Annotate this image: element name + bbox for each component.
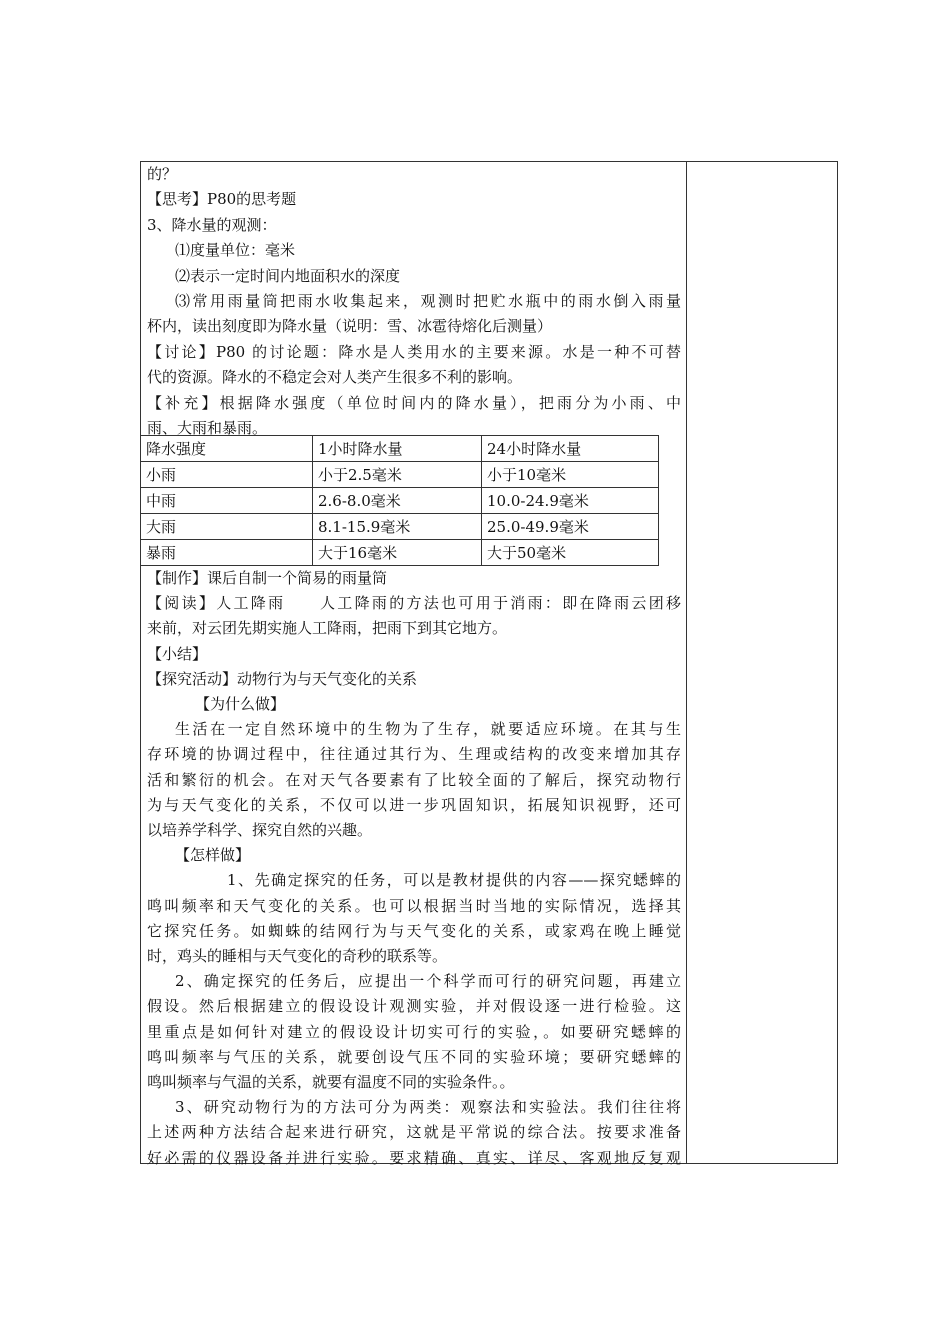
text-line: 里重点是如何针对建立的假设设计切实可行的实验，。如要研究蟋蟀的	[147, 1022, 681, 1041]
text-line: 的？	[147, 165, 178, 183]
text-line: 【讨论】P80 的讨论题：降水是人类用水的主要来源。水是一种不可替	[147, 342, 681, 361]
text-line: 上述两种方法结合起来进行研究，这就是平常说的综合法。按要求准备	[147, 1123, 681, 1142]
text-line: 雨、大雨和暴雨。	[147, 419, 268, 438]
table-row	[141, 540, 659, 566]
text-line: 假设。然后根据建立的假设设计观测实验，并对假设逐一进行检验。这	[147, 997, 681, 1016]
text-line: 【为什么做】	[195, 695, 286, 714]
text-line: 鸣叫频率与气压的关系，就要创设气压不同的实验环境；要研究蟋蟀的	[147, 1047, 681, 1066]
table-row	[141, 488, 659, 514]
table-cell: 大于16毫米	[313, 540, 482, 566]
table-header-cell: 降水强度	[141, 436, 313, 462]
text-line: ⑵表示一定时间内地面积水的深度	[175, 266, 401, 285]
table-cell: 小雨	[141, 462, 313, 488]
table-cell: 25.0-49.9毫米	[482, 514, 659, 540]
content-lower	[147, 566, 681, 1171]
text-line: 【补充】根据降水强度（单位时间内的降水量），把雨分为小雨、中	[147, 393, 681, 412]
table-cell: 中雨	[141, 488, 313, 514]
table-cell: 小于2.5毫米	[313, 462, 482, 488]
text-line: 鸣叫频率和天气变化的关系。也可以根据当时当地的实际情况，选择其	[147, 896, 681, 915]
text-line: 存环境的协调过程中，往往通过其行为、生理或结构的改变来增加其存	[147, 745, 681, 764]
text-line: 为与天气变化的关系，不仅可以进一步巩固知识，拓展知识视野，还可	[147, 795, 681, 814]
table-cell: 小于10毫米	[482, 462, 659, 488]
table-cell: 2.6-8.0毫米	[313, 488, 482, 514]
text-line: 1、先确定探究的任务，可以是教材提供的内容——探究蟋蟀的	[227, 871, 681, 890]
table-header-row	[141, 436, 659, 462]
table-row	[141, 462, 659, 488]
table-row	[141, 514, 659, 540]
text-line: 【小结】	[147, 644, 208, 663]
table-cell: 大雨	[141, 514, 313, 540]
table-cell: 8.1-15.9毫米	[313, 514, 482, 540]
text-line: 它探究任务。如蜘蛛的结网行为与天气变化的关系，或家鸡在晚上睡觉	[147, 921, 681, 940]
text-line: 【制作】课后自制一个简易的雨量筒	[147, 569, 388, 587]
text-line: 3、降水量的观测：	[147, 215, 277, 234]
text-line: 3、研究动物行为的方法可分为两类：观察法和实验法。我们往往将	[175, 1098, 681, 1117]
text-line: 以培养学科学、探究自然的兴趣。	[147, 821, 373, 840]
text-line: 【阅读】人工降雨 人工降雨的方法也可用于消雨：即在降雨云团移	[147, 594, 681, 613]
rainfall-intensity-table	[140, 435, 659, 566]
table-header-cell: 24小时降水量	[482, 436, 659, 462]
text-line: ⑶常用雨量筒把雨水收集起来，观测时把贮水瓶中的雨水倒入雨量	[175, 292, 681, 311]
text-line: 【思考】P80的思考题	[147, 190, 297, 209]
text-line: 杯内，读出刻度即为降水量（说明：雪、冰雹待熔化后测量）	[147, 317, 553, 336]
text-line: 时，鸡头的睡相与天气变化的奇秒的联系等。	[147, 947, 448, 966]
text-line: 【探究活动】动物行为与天气变化的关系	[147, 669, 418, 688]
text-line: 生活在一定自然环境中的生物为了生存，就要适应环境。在其与生	[175, 720, 681, 739]
column-divider	[686, 161, 687, 1164]
content-upper	[147, 162, 681, 441]
text-line: 来前，对云团先期实施人工降雨，把雨下到其它地方。	[147, 619, 508, 638]
text-line: 好必需的仪器设备并进行实验。要求精确、真实、详尽、客观地反复观	[147, 1148, 681, 1167]
text-line: 2、确定探究的任务后，应提出一个科学而可行的研究问题，再建立	[175, 972, 681, 991]
text-line: 【怎样做】	[175, 846, 251, 865]
text-line: 鸣叫频率与气温的关系，就要有温度不同的实验条件。。	[147, 1073, 515, 1092]
table-cell: 10.0-24.9毫米	[482, 488, 659, 514]
text-line: 活和繁衍的机会。在对天气各要素有了比较全面的了解后，探究动物行	[147, 770, 681, 789]
table-cell: 暴雨	[141, 540, 313, 566]
text-line: 代的资源。降水的不稳定会对人类产生很多不利的影响。	[147, 368, 523, 387]
table-header-cell: 1小时降水量	[313, 436, 482, 462]
text-line: ⑴度量单位：毫米	[175, 241, 296, 260]
table-cell: 大于50毫米	[482, 540, 659, 566]
